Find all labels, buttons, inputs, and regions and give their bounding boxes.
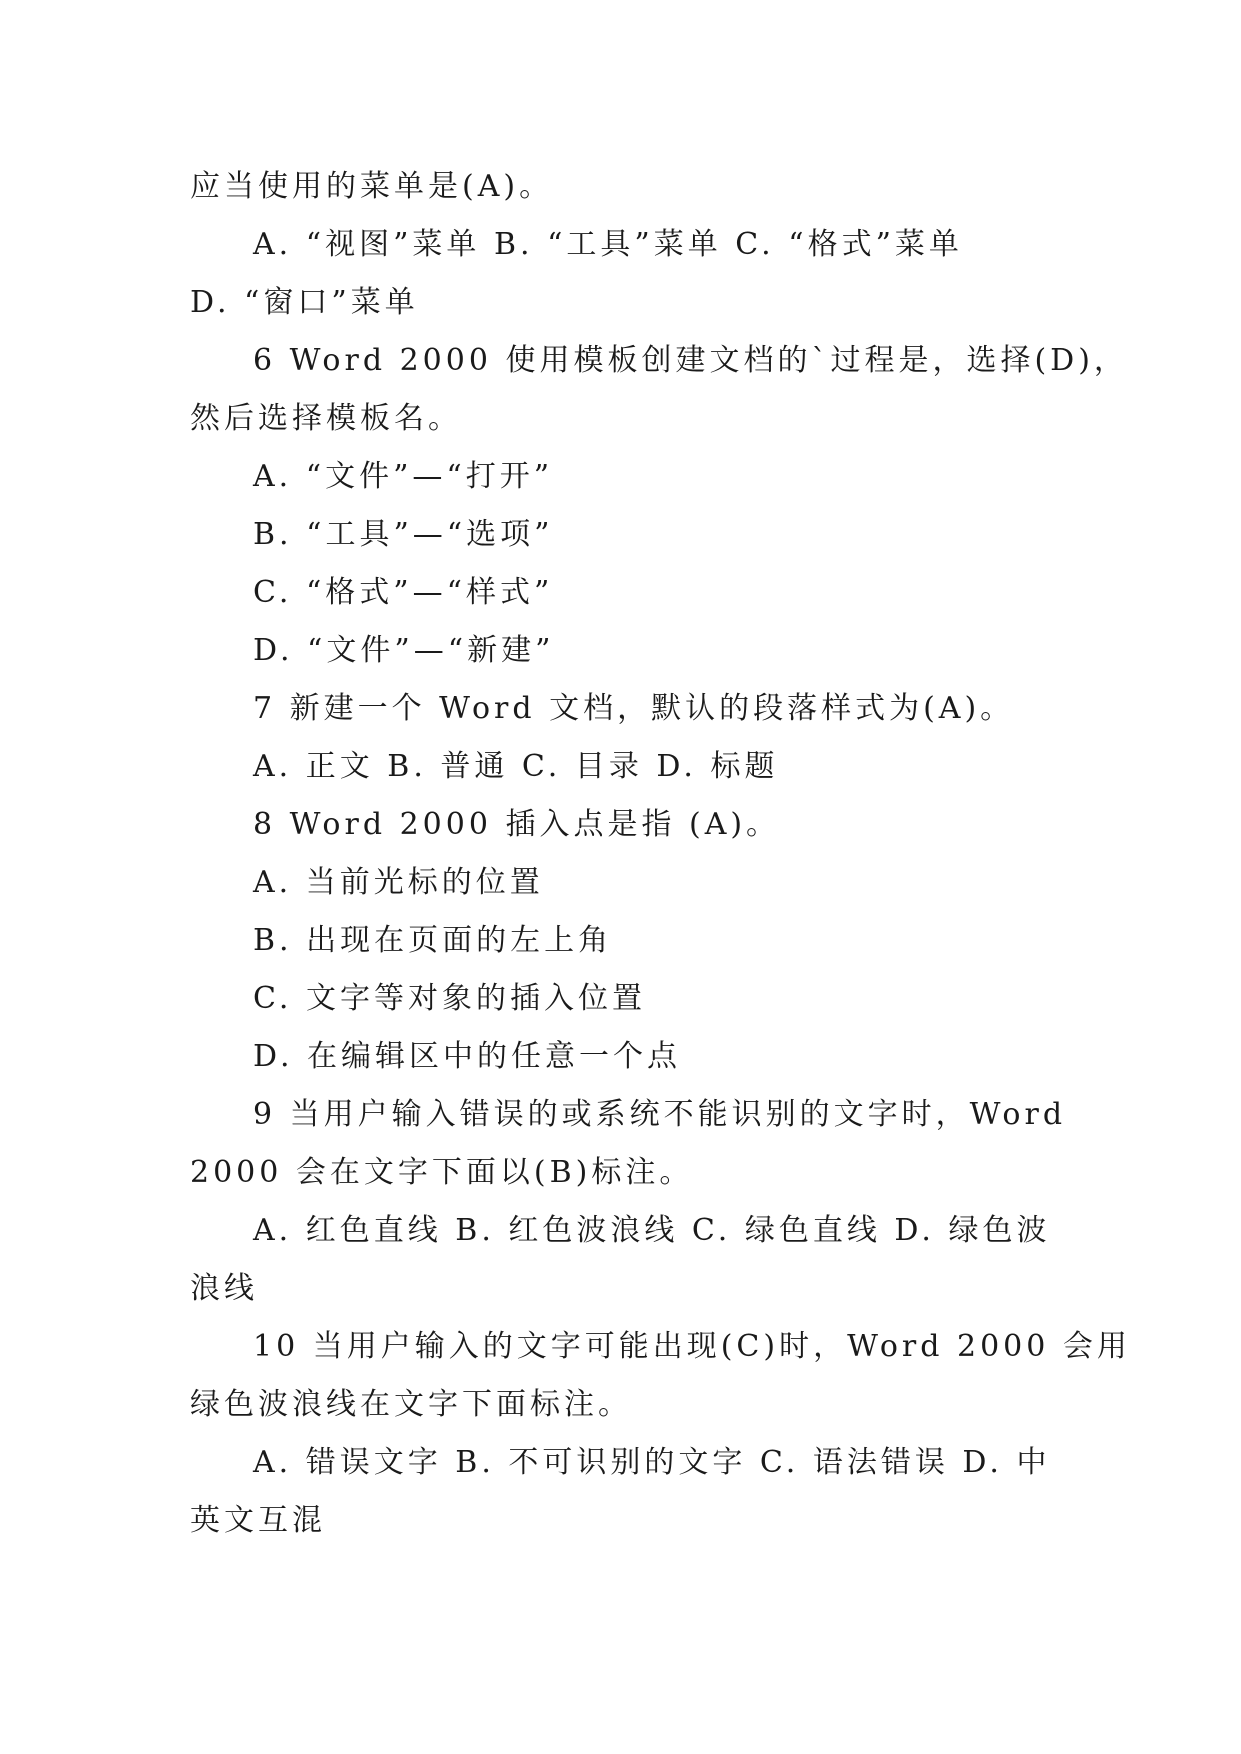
text-line: 7 新建一个 Word 文档，默认的段落样式为(A)。 bbox=[253, 691, 1015, 726]
text-line: 9 当用户输入错误的或系统不能识别的文字时，Word bbox=[253, 1097, 1067, 1132]
text-line: 6 Word 2000 使用模板创建文档的`过程是，选择(D)， bbox=[253, 343, 1128, 378]
document-page bbox=[190, 158, 1131, 1550]
text-line: A. 正文 B. 普通 C. 目录 D. 标题 bbox=[253, 749, 779, 784]
text-line: 浪线 bbox=[190, 1271, 258, 1306]
text-line: A. “文件”—“打开” bbox=[253, 459, 554, 494]
text-line: 绿色波浪线在文字下面标注。 bbox=[190, 1387, 632, 1422]
text-line: A. 错误文字 B. 不可识别的文字 C. 语法错误 D. 中 bbox=[253, 1445, 1051, 1480]
text-line: A. 当前光标的位置 bbox=[253, 865, 544, 900]
text-line: A. 红色直线 B. 红色波浪线 C. 绿色直线 D. 绿色波 bbox=[253, 1213, 1051, 1248]
text-line: 英文互混 bbox=[190, 1503, 326, 1538]
text-line: 8 Word 2000 插入点是指 (A)。 bbox=[253, 807, 781, 842]
text-line: A. “视图”菜单 B. “工具”菜单 C. “格式”菜单 bbox=[253, 227, 963, 262]
text-line: 应当使用的菜单是(A)。 bbox=[190, 169, 554, 204]
text-line: D. “文件”—“新建” bbox=[253, 633, 555, 668]
text-line: C. “格式”—“样式” bbox=[253, 575, 554, 610]
text-line: B. 出现在页面的左上角 bbox=[253, 923, 613, 958]
text-line: D. “窗口”菜单 bbox=[190, 285, 419, 320]
text-line: 10 当用户输入的文字可能出现(C)时，Word 2000 会用 bbox=[253, 1329, 1131, 1364]
text-line: 然后选择模板名。 bbox=[190, 401, 462, 436]
text-line: 2000 会在文字下面以(B)标注。 bbox=[190, 1155, 694, 1190]
text-line: C. 文字等对象的插入位置 bbox=[253, 981, 646, 1016]
text-line: B. “工具”—“选项” bbox=[253, 517, 554, 552]
text-line: D. 在编辑区中的任意一个点 bbox=[253, 1039, 682, 1074]
